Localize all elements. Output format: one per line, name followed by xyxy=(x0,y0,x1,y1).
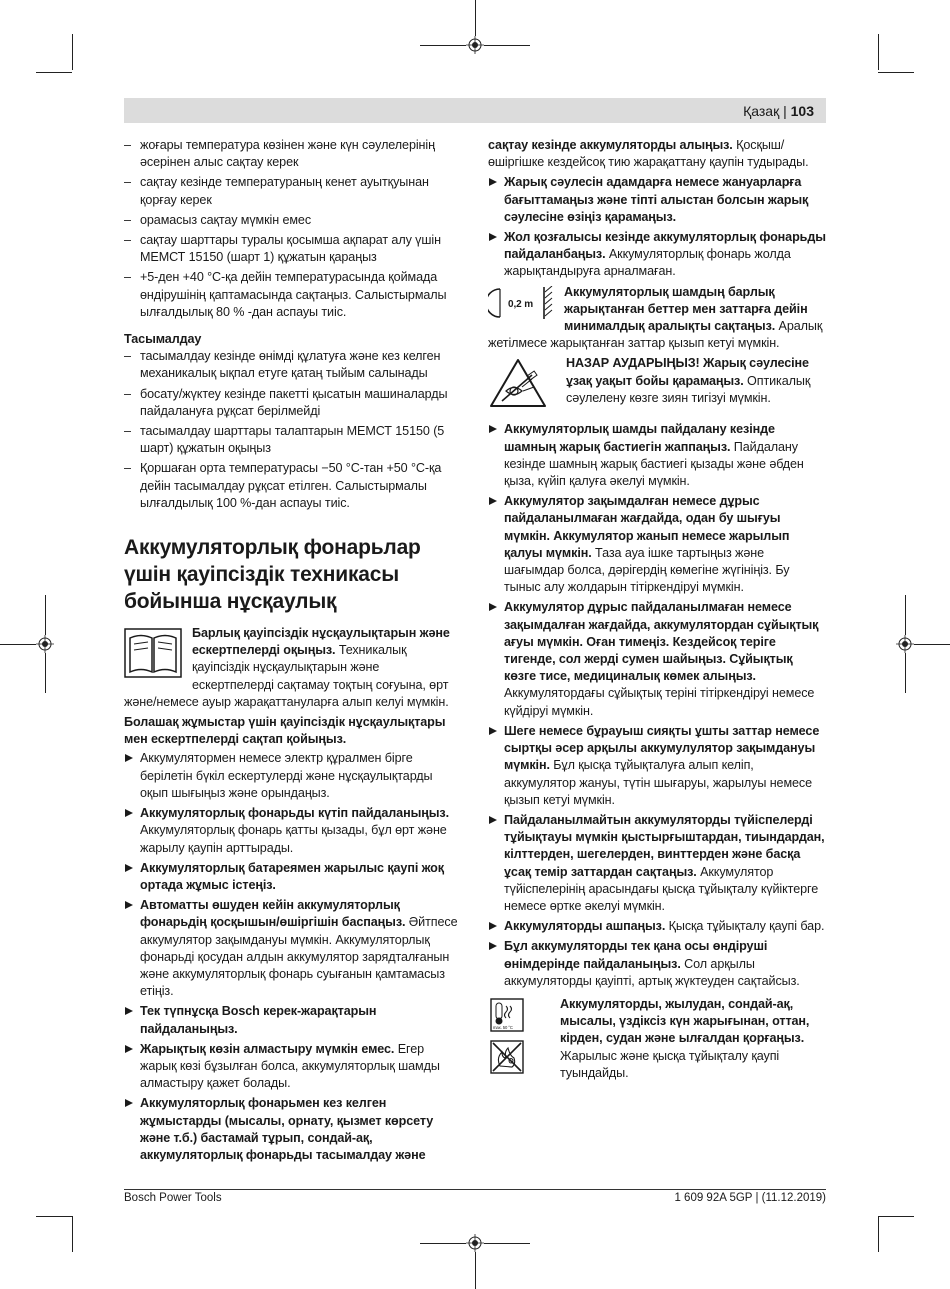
distance-warning-block xyxy=(488,284,826,353)
list-item: – орамасыз сақтау мүмкін емес xyxy=(124,212,462,229)
read-instructions-block xyxy=(124,625,462,711)
list-item: – тасымалдау шарттары талаптарын МЕМСТ 15150 (5 шарт) құжатын оқыңыз xyxy=(124,423,462,457)
right-column xyxy=(488,137,826,1083)
list-item: Тек түпнұсқа Bosch керек-жарақтарын пайдаланыңыз. xyxy=(124,1003,462,1037)
crop-mark xyxy=(905,595,906,635)
do-not-look-into-light-icon xyxy=(488,357,548,409)
registration-mark-icon xyxy=(896,635,914,653)
read-bold: Барлық қауіпсіздік нұсқаулықтарын және ескертпелерді оқыңыз. xyxy=(192,626,450,658)
list-item: – босату/жүктеу кезінде пакетті қысатын машиналарды пайдалануға рұқсат берілмейді xyxy=(124,386,462,420)
list-item: Аккумулятор зақымдалған немесе дұрыс пайдаланылмаған жағдайда, одан бу шығуы мүмкін. Аккумулятор жанып немесе жарылып қалуы мүмкін. Таза ауа ішке тартыңыз және шағымдар болса, дәрігердің көмегіне жүгініңіз. Бу тыныс алу жолдарын тітіркендіруі мүмкін. xyxy=(488,493,826,596)
attention-block xyxy=(488,355,826,407)
minimum-distance-icon xyxy=(488,286,558,320)
distance-label: 0,2 m xyxy=(508,298,534,310)
list-item: Аккумулятор дұрыс пайдаланылмаған немесе зақымдалған жағдайда, аккумулятордан сұйықтық ағуы мүмкін. Оған тимеңіз. Кездейсоқ теріге тигенде, сол жерді сумен шайыңыз. Сұйықтық көзге тисе, медициналық көмек алыңыз. Аккумулятордағы сұйықтық теріні тітіркендіруі немесе күйдіруі мүмкін. xyxy=(488,599,826,719)
attention-bold: НАЗАР АУДАРЫҢЫЗ! Жарық сәулесіне ұзақ уақыт бойы қарамаңыз. xyxy=(566,356,809,388)
crop-mark xyxy=(905,653,906,693)
registration-mark-icon xyxy=(466,1234,484,1252)
list-item: – тасымалдау кезінде өнімді құлатуға және кез келген механикалық ықпал етуге қатаң тыйым салынады xyxy=(124,348,462,382)
crop-mark xyxy=(475,0,476,36)
crop-mark xyxy=(878,34,879,70)
list-item: – сақтау шарттары туралы қосымша ақпарат алу үшін МЕМСТ 15150 (шарт 1) құжатын қараңыз xyxy=(124,232,462,266)
max-temperature-icon xyxy=(490,998,524,1032)
header-separator: | xyxy=(783,103,787,119)
crop-mark xyxy=(36,1216,72,1217)
list-item: – Қоршаған орта температурасы −50 °C-тан +50 °C-қа дейін тасымалдау рұқсат етілген. Салыстырмалы ылғалдылық 100 %-дан аспауы тиіс. xyxy=(124,460,462,512)
footer-brand: Bosch Power Tools xyxy=(124,1192,222,1204)
no-fire-water-icon xyxy=(490,1040,524,1074)
crop-mark xyxy=(484,1243,530,1244)
heat-bold: Аккумуляторды, жылудан, сондай-ақ, мысалы, үздіксіз күн жарығынан, оттан, кірден, судан және ылғалдан қорғаңыз. xyxy=(560,996,810,1046)
list-item: – +5-ден +40 °C-қа дейін температурасында қоймада өндірушінің қаптамасында сақтаңыз. Салыстырмалы ылғалдылық 80 % -дан аспауы тиіс. xyxy=(124,269,462,321)
registration-mark-icon xyxy=(466,36,484,54)
list-item: Жарықтық көзін алмастыру мүмкін емес. Егер жарық көзі бұзылған болса, аккумуляторлық шамды алмастыру қажет болады. xyxy=(124,1041,462,1093)
crop-mark xyxy=(72,34,73,70)
crop-mark xyxy=(420,45,466,46)
page-header xyxy=(743,103,814,119)
list-item: Аккумуляторлық фонарьмен кез келген жұмыстарды (мысалы, орнату, қызмет көрсету және т.б.) бастамай тұрып, сондай-ақ, аккумуляторлық фонарьды тасымалдау және xyxy=(124,1095,462,1164)
left-column xyxy=(124,137,462,1167)
registration-mark-icon xyxy=(36,635,54,653)
crop-mark xyxy=(0,644,36,645)
distance-text: Аралық жетілмесе жарықтанған заттар қызып кетуі мүмкін. xyxy=(488,319,823,351)
attention-text: Оптикалық сәулелену көзге зиян тигізуі мүмкін. xyxy=(566,373,811,405)
crop-mark xyxy=(475,1252,476,1289)
heat-protection-block xyxy=(488,996,826,1082)
crop-mark xyxy=(36,72,72,73)
list-item: – жоғары температура көзінен және күн сәулелерінің әсерінен алыс сақтау керек xyxy=(124,137,462,171)
crop-mark xyxy=(878,1216,879,1252)
list-item: Аккумуляторлық батареямен жарылыс қаупі жоқ ортада жұмыс істеңіз. xyxy=(124,860,462,894)
crop-mark xyxy=(45,595,46,635)
list-item: Аккумулятормен немесе электр құралмен бірге берілетін бүкіл ескертулерді және нұсқаулықтарды оқып шығыңыз және орындаңыз. xyxy=(124,750,462,802)
crop-mark xyxy=(914,644,950,645)
heat-text: Жарылыс және қысқа тұйықталу қаупі туындайды. xyxy=(560,1048,780,1080)
footer-rule xyxy=(124,1189,826,1190)
footer-doc-id: 1 609 92A 5GP | (11.12.2019) xyxy=(674,1192,826,1204)
crop-mark xyxy=(45,653,46,693)
list-item: – сақтау кезінде температураның кенет ауытқуынан қорғау керек xyxy=(124,174,462,208)
section-title: Аккумуляторлық фонарьлар үшін қауіпсіздік техникасы бойынша нұсқаулық xyxy=(124,536,421,614)
header-section: Қазақ xyxy=(743,103,780,119)
list-item: Шеге немесе бұрауыш сияқты ұшты заттар немесе сыртқы әсер арқылы аккумулулятор зақымдануы мүмкін. Бұл қысқа тұйықталуға алып келіп, аккумулятор жануы, түтін шығаруы, жарылуы немесе қызып кетуі мүмкін. xyxy=(488,723,826,809)
crop-mark xyxy=(484,45,530,46)
list-item: Жарық сәулесін адамдарға немесе жануарларға бағыттамаңыз және тіпті алыстан болсын жарық сәулесіне өзіңіз қарамаңыз. xyxy=(488,174,826,226)
keep-instructions: Болашақ жұмыстар үшін қауіпсіздік нұсқаулықтары мен ескертпелерді сақтап қойыңыз. xyxy=(124,715,446,747)
crop-mark xyxy=(420,1243,466,1244)
page-number: 103 xyxy=(790,103,814,119)
manual-book-icon xyxy=(124,628,182,678)
crop-mark xyxy=(878,1216,914,1217)
heat-icon-label: max. 50 °C xyxy=(493,1024,513,1030)
crop-mark xyxy=(72,1216,73,1252)
transport-heading: Тасымалдау xyxy=(124,332,202,347)
distance-bold: Аккумуляторлық шамдың барлық жарықтанған беттер мен заттарға дейін минималдық аралықты сақтаңыз. xyxy=(564,284,808,334)
read-text: Техникалық қауіпсіздік нұсқаулықтарын және ескертпелерді сақтамау тоқтың соғуына, өрт және/немесе ауыр жарақаттануларға алып келуі мүмкін. xyxy=(124,643,449,709)
list-item: Аккумуляторды ашпаңыз. Қысқа тұйықталу қаупі бар. xyxy=(488,918,826,935)
heat-icons xyxy=(490,998,530,1079)
continued-paragraph: сақтау кезінде аккумуляторды алыңыз. Қосқыш/өшіргішке кездейсоқ тию жарақаттану қаупін тудырады. xyxy=(488,138,809,170)
list-item: Автоматты өшуден кейін аккумуляторлық фонарьдің қосқышын/өшіргішін баспаңыз. Әйтпесе аккумулятор зақымдануы мүмкін. Аккумуляторлық фонарьді қосудан алдын аккумулятор зарядталғанын және аккумуляторлық фонарь суығанын қамтамасыз етіңіз. xyxy=(124,897,462,1000)
crop-mark xyxy=(878,72,914,73)
list-item: Аккумуляторлық шамды пайдалану кезінде шамның жарық бастиегін жаппаңыз. Пайдалану кезінде шамның жарық бастиегі қызады және әбден қыза, күйіп қалуға әкелуі мүмкін. xyxy=(488,421,826,490)
list-item: Жол қозғалысы кезінде аккумуляторлық фонарьды пайдаланбаңыз. Аккумуляторлық фонарь жолда жарықтандыруға арналмаған. xyxy=(488,229,826,281)
page-header-bar xyxy=(124,98,826,123)
list-item: Пайдаланылмайтын аккумуляторды түйіспелерді тұйықтауы мүмкін қыстырғыштардан, тиындардан, кілттерден, шегелерден, винттерден және басқа ұсақ темір заттардан сақтаңыз. Аккумулятор түйіспелерінің арасындағы қысқа тұйықталу күйіктерге немесе өртке әкелуі мүмкін. xyxy=(488,812,826,915)
list-item: Аккумуляторлық фонарьды күтіп пайдаланыңыз. Аккумуляторлық фонарь қатты қызады, бұл өрт және жарылу қаупін арттырады. xyxy=(124,805,462,857)
list-item: Бұл аккумуляторды тек қана осы өндіруші өнімдерінде пайдаланыңыз. Сол арқылы аккумуляторды қауіпті, артық жүктеуден сақтайсыз. xyxy=(488,938,826,990)
